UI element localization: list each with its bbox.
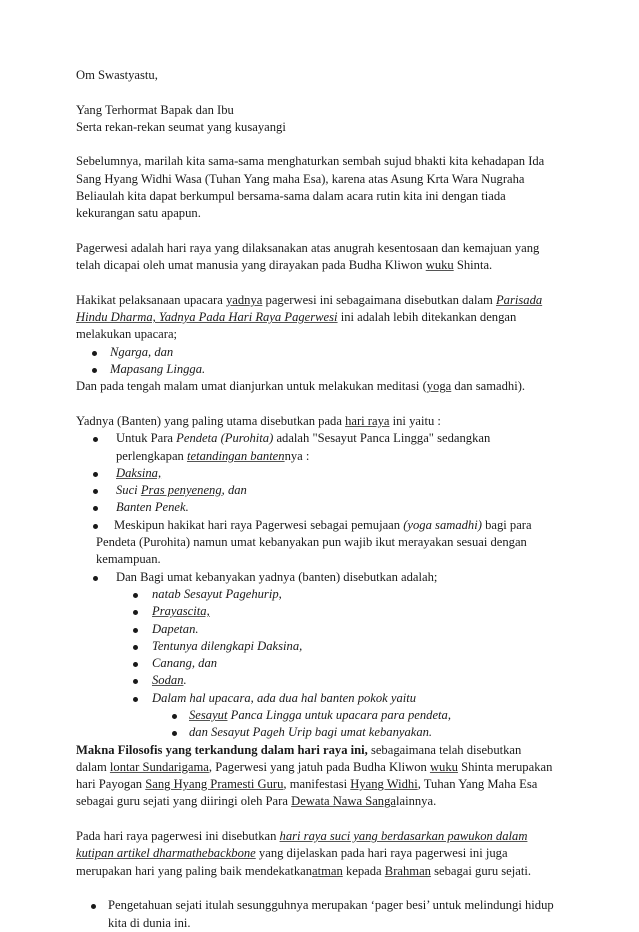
bullet-icon [133,628,138,633]
text-span: bagi para [481,517,532,532]
list-item-text: Tentunya dilengkapi Daksina, [152,638,303,653]
list-item [76,465,576,482]
paragraph-makna [76,742,576,811]
text-line [76,378,576,395]
bullet-icon [133,697,138,702]
sub-list-item [76,586,576,603]
text-span: , dan [221,483,247,498]
text-span: Meskipun hakikat hari raya Pagerwesi sebagai pemujaan [114,517,404,532]
text-span: Pendeta (Purohita) [176,431,274,446]
text-line [76,828,576,845]
text-span: Pada hari raya pagerwesi ini disebutkan [76,829,280,844]
text-span: merupakan hari yang paling baik mendekatkan [76,863,313,878]
list-item-text: Dalam hal upacara, ada dua hal banten pokok yaitu [152,690,417,705]
sub-sub-list-item [76,724,576,741]
list-item-text: Ngarga, dan [110,344,174,359]
text-span: dalam [76,759,110,774]
text-line: Pendeta (Purohita) namun umat kebanyakan pun wajib ikut merayakan sesuai dengan [96,535,527,550]
salutation-line: Serta rekan-rekan seumat yang kusayangi [76,119,286,134]
text-span: sebagai guru sejati. [430,863,531,878]
text-line [76,759,576,776]
list-item [76,430,576,465]
bullet-icon [133,610,138,615]
list-item-text: Mapasang Lingga. [110,362,206,377]
text-span: Shinta merupakan [457,759,553,774]
text-span: dan samadhi). [451,379,526,394]
dewata-nawa-sanga-link[interactable]: Dewata Nawa Sanga [291,794,396,809]
text-span: adalah "Sesayut Panca Lingga" sedangkan [273,431,491,446]
text-span: nya : [284,448,310,463]
wuku-link[interactable]: wuku [425,258,454,273]
list-item [76,499,576,516]
text-line [76,742,576,759]
lontar-sundarigama-link[interactable]: lontar Sundarigama [109,759,209,774]
text-line: melakukan upacara; [76,327,178,342]
sub-list-item [76,621,576,638]
list-item [76,569,576,586]
bullet-icon [133,679,138,684]
text-line [76,845,576,862]
pramesti-guru-link[interactable]: Sang Hyang Pramesti Guru [145,777,284,792]
bullet-icon [172,731,177,736]
parisada-link[interactable]: Parisada [495,292,543,307]
wuku-link[interactable]: wuku [429,759,458,774]
text-span: , Tuhan Yang Maha Esa [417,777,538,792]
tetandingan-banten-link[interactable]: tetandingan banten [186,448,285,463]
text-span: Yadnya (Banten) yang paling utama disebutkan pada [76,413,346,428]
text-span: Dan pada tengah malam umat dianjurkan untuk melakukan meditasi ( [76,379,427,394]
text-span: ini yaitu : [389,413,441,428]
list-item-text: Dan Bagi umat kebanyakan yadnya (banten) disebutkan adalah; [116,569,438,584]
daksina-link[interactable]: Daksina, [116,465,162,480]
list-item-text: Canang, dan [152,656,218,671]
text-span: Panca Lingga untuk upacara para pendeta, [227,707,451,722]
dharmathebackbone-link[interactable]: kutipan artikel dharmathebackbone [76,846,256,861]
text-line [76,776,576,793]
text-line: Sebelumnya, marilah kita sama-sama menghaturkan sembah sujud bhakti kita kehadapan Ida [76,154,545,169]
paragraph-pawukon [76,828,576,880]
text-span: hari Payogan [76,777,146,792]
bullet-icon [172,714,177,719]
list-item-text: Banten Penek. [116,500,189,515]
text-line: Beliaulah kita dapat berkumpul bersama-sama dalam acara rutin kita ini dengan tiada [76,189,506,204]
bullet-icon [93,506,98,511]
text-span: perlengkapan [116,448,187,463]
paragraph-pagerwesi [76,240,576,275]
sodan-link[interactable]: Sodan [152,673,184,688]
pras-penyeneng-link[interactable]: Pras penyeneng [140,483,222,498]
makna-heading: Makna Filosofis yang terkandung dalam hari raya ini, [76,742,368,757]
text-span: Hakikat pelaksanaan upacara [76,292,226,307]
list-item-text: kita di dunia ini. [108,915,191,930]
text-span: , manifestasi [283,777,351,792]
yoga-link[interactable]: yoga [426,379,452,394]
bullet-icon [92,368,97,373]
paragraph-yadnya [76,413,576,742]
bullet-icon [93,437,98,442]
text-line: Pagerwesi adalah hari raya yang dilaksanakan atas anugrah kesentosaan dan kemajuan yang [76,240,540,255]
list-item [76,517,576,534]
list-item-text: Dapetan. [152,621,199,636]
atman-link[interactable]: atman [312,863,343,878]
text-line [76,863,576,880]
sub-list-item [76,655,576,672]
list-item [76,361,576,378]
list-item-text: Pengetahuan sejati itulah sesungguhnya merupakan ‘pager besi’ untuk melindungi hidup [108,898,554,913]
list-item [76,344,576,361]
document-body [76,67,576,932]
text-line [76,793,576,810]
list-item-text: natab Sesayut Pagehurip, [152,586,282,601]
sub-list-item [76,638,576,655]
text-line: Sang Hyang Widhi Wasa (Tuhan Yang maha Esa), karena atas Asung Krta Wara Nugraha [76,171,525,186]
text-span: Untuk Para [116,431,177,446]
text-span: ini adalah lebih ditekankan dengan [337,310,517,325]
paragraph-hakikat [76,292,576,396]
sub-list-item [76,603,576,620]
brahman-link[interactable]: Brahman [384,863,431,878]
list-item [76,482,576,499]
parisada-link-cont[interactable]: Hindu Dharma, Yadnya Pada Hari Raya Pagerwesi [76,310,338,325]
paragraph-opening [76,153,576,222]
hari-raya-link[interactable]: hari raya [345,413,390,428]
text-span: lainnya. [396,794,437,809]
yadnya-link[interactable]: yadnya [226,292,263,307]
text-line [76,413,576,430]
bullet-icon [92,351,97,356]
prayascita-link[interactable]: Prayascita, [152,604,210,619]
greeting: Om Swastyastu, [76,68,158,82]
text-span: yang dijelaskan pada hari raya pagerwesi ini juga [255,846,508,861]
text-span: sebagai guru sejati yang diiringi oleh Para [76,794,292,809]
text-line: kemampuan. [96,552,161,567]
sesayut-link[interactable]: Sesayut [189,707,228,722]
text-span: kepada [342,863,385,878]
sub-sub-list-item [76,707,576,724]
text-span: , Pagerwesi yang jatuh pada Budha Kliwon [208,759,430,774]
list-item-text: dan Sesayut Pageh Urip bagi umat kebanyakan. [189,725,433,740]
bullet-icon [93,489,98,494]
bullet-icon [93,524,98,529]
text-span: sebagaimana telah disebutkan [367,742,522,757]
salutation-line: Yang Terhormat Bapak dan Ibu [76,102,234,117]
text-span: pagerwesi ini sebagaimana disebutkan dalam [262,292,496,307]
bullet-icon [133,645,138,650]
hyang-widhi-link[interactable]: Hyang Widhi [350,777,418,792]
text-line: kekurangan satu apapun. [76,206,201,221]
hari-raya-suci-link[interactable]: hari raya suci yang berdasarkan pawukon dalam [279,829,528,844]
bullet-icon [93,576,98,581]
text-line [76,292,576,309]
bullet-icon [133,662,138,667]
list-item [86,897,576,932]
bullet-icon [133,593,138,598]
bullet-icon [93,472,98,477]
text-span: telah dicapai oleh umat manusia yang dirayakan pada Budha Kliwon [76,258,426,273]
text-span: (yoga samadhi) [403,517,482,532]
text-span: Shinta. [453,258,493,273]
sub-list-item [76,672,576,689]
text-line [76,257,576,274]
text-line [76,309,576,326]
text-span: . [183,673,187,688]
bullet-icon [91,904,96,909]
sub-list-item [76,690,576,707]
text-span: Suci [116,483,141,498]
